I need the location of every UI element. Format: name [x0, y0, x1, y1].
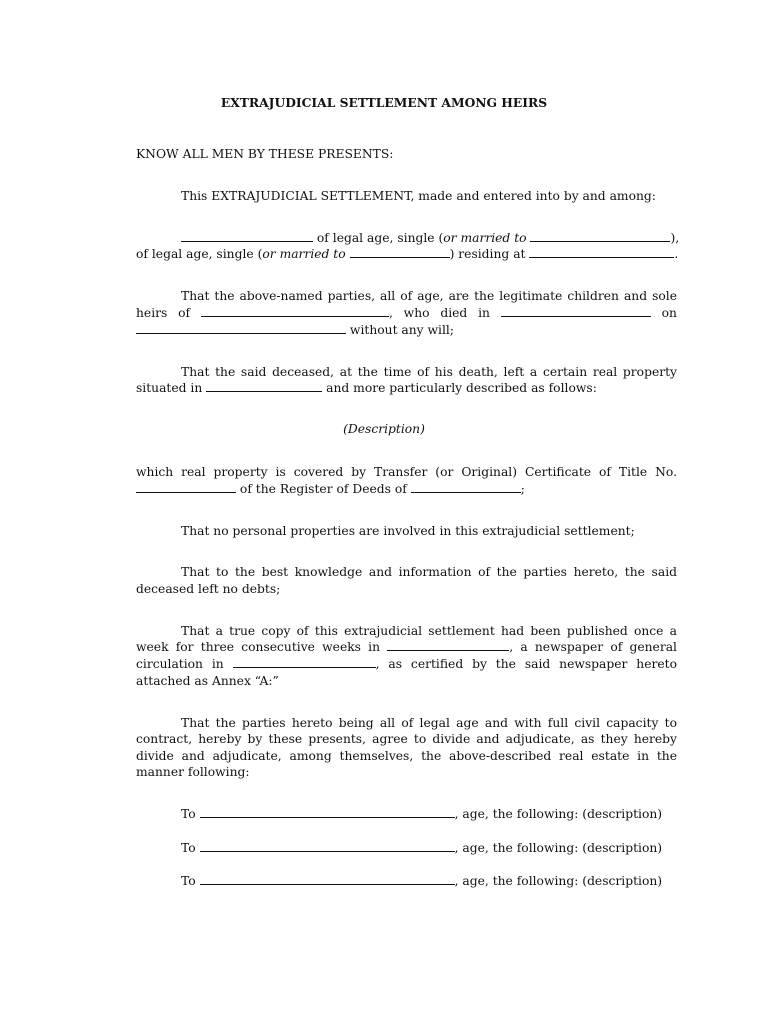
heirs-line-1: That the above-named parties, all of age, are the legitimate children and sole — [181, 289, 677, 303]
publication-text: , a newspaper of general — [509, 640, 677, 654]
property-location-blank — [206, 380, 322, 392]
party-name-blank-1 — [181, 230, 313, 242]
title-text: ; — [520, 482, 525, 496]
title-number-blank — [136, 481, 236, 493]
publication-line-4: attached as Annex “A:” — [136, 674, 279, 688]
heirs-text: on — [661, 306, 677, 320]
heir-name-blank — [200, 840, 455, 852]
parties-line-1 — [181, 230, 681, 246]
know-all-men-heading: KNOW ALL MEN BY THESE PRESENTS: — [136, 147, 394, 161]
publication-text: circulation in — [136, 657, 224, 671]
circulation-place-blank — [233, 656, 376, 668]
heir-name-blank — [200, 806, 455, 818]
adjudication-text: , age, the following: (description) — [454, 874, 663, 888]
heirs-text: heirs of — [136, 306, 191, 320]
deceased-name-blank — [201, 305, 389, 317]
publication-line-1: That a true copy of this extrajudicial settlement had been published once a — [181, 624, 677, 638]
publication-text: week for three consecutive weeks in — [136, 640, 381, 654]
partition-line-1: That the parties hereto being all of legal age and with full civil capacity to — [181, 716, 677, 730]
publication-line-2 — [136, 639, 677, 655]
spouse-name-blank-2 — [350, 246, 450, 258]
partition-line-4: manner following: — [136, 765, 250, 779]
register-place-blank — [411, 481, 521, 493]
heirs-line-2 — [136, 305, 677, 321]
title-text: of the Register of Deeds of — [239, 482, 407, 496]
date-of-death-blank — [136, 322, 346, 334]
title-line-1: which real property is covered by Transfer (or Original) Certificate of Title No. — [136, 465, 677, 479]
parties-text-italic: or married to — [443, 231, 527, 245]
residence-blank — [529, 246, 674, 258]
adjudication-line-2 — [181, 840, 681, 856]
adjudication-text: , age, the following: (description) — [454, 807, 663, 821]
parties-text: ) residing at — [449, 247, 526, 261]
intro-paragraph: This EXTRAJUDICIAL SETTLEMENT, made and entered into by and among: — [181, 189, 656, 203]
adjudication-line-1 — [181, 806, 681, 822]
property-line-2 — [136, 380, 677, 396]
debts-line-2: deceased left no debts; — [136, 582, 281, 596]
spouse-name-blank-1 — [530, 230, 670, 242]
parties-text-italic: or married to — [262, 247, 346, 261]
parties-line-2 — [136, 246, 677, 262]
heirs-line-3 — [136, 322, 677, 338]
personal-properties-paragraph: That no personal properties are involved in this extrajudicial settlement; — [181, 524, 635, 538]
parties-text: ), — [670, 231, 680, 245]
heirs-text: without any will; — [349, 323, 454, 337]
newspaper-name-blank — [387, 639, 509, 651]
debts-line-1: That to the best knowledge and information of the parties hereto, the said — [181, 565, 677, 579]
parties-text: of legal age, single ( — [313, 231, 444, 245]
partition-line-2: contract, hereby by these presents, agree to divide and adjudicate, as they hereby — [136, 732, 677, 746]
to-label: To — [181, 841, 196, 855]
parties-text: of legal age, single ( — [136, 247, 263, 261]
publication-text: , as certified by the said newspaper hereto — [375, 657, 677, 671]
adjudication-text: , age, the following: (description) — [454, 841, 663, 855]
heir-name-blank — [200, 873, 455, 885]
property-line-1: That the said deceased, at the time of his death, left a certain real property — [181, 365, 677, 379]
description-placeholder: (Description) — [343, 422, 425, 436]
to-label: To — [181, 807, 196, 821]
property-text: situated in — [136, 381, 203, 395]
partition-line-3: divide and adjudicate, among themselves, the above-described real estate in the — [136, 749, 677, 763]
place-of-death-blank — [501, 305, 651, 317]
document-title: EXTRAJUDICIAL SETTLEMENT AMONG HEIRS — [220, 95, 548, 110]
parties-text: . — [674, 247, 679, 261]
to-label: To — [181, 874, 196, 888]
adjudication-line-3 — [181, 873, 681, 889]
heirs-text: , who died in — [388, 306, 490, 320]
title-line-2 — [136, 481, 677, 497]
property-text: and more particularly described as follows: — [326, 381, 597, 395]
publication-line-3 — [136, 656, 677, 672]
